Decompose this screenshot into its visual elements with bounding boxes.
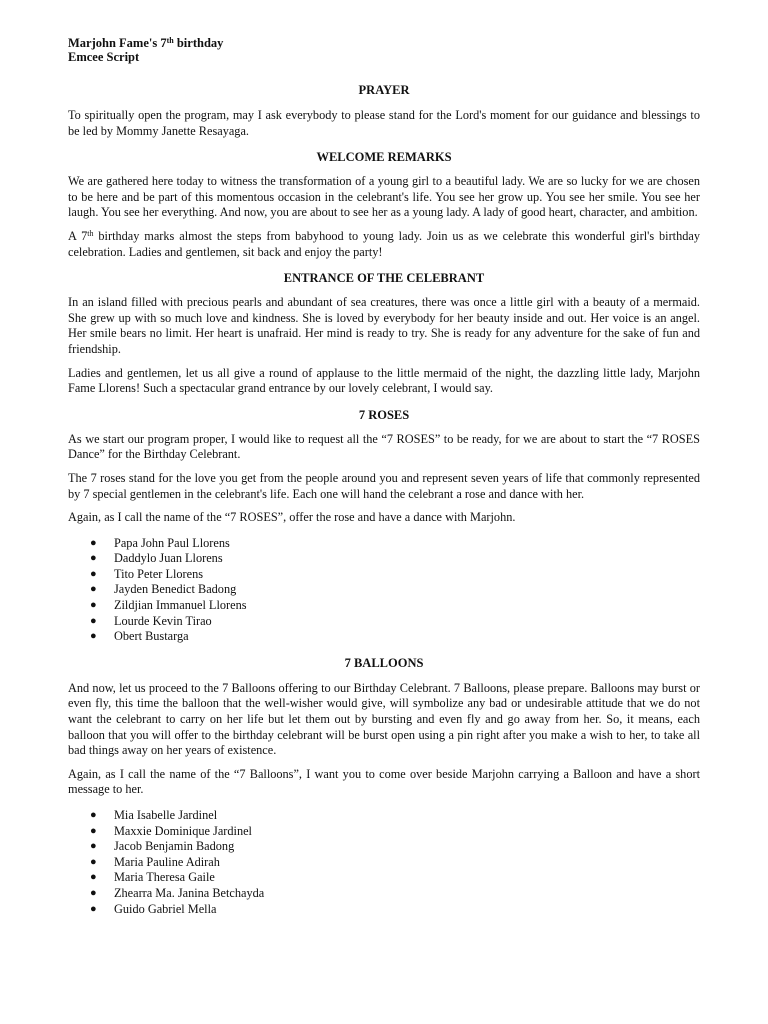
list-item-text: Zildjian Immanuel Llorens bbox=[114, 598, 247, 613]
welcome-p2-start: A 7 bbox=[68, 228, 88, 243]
list-item-text: Guido Gabriel Mella bbox=[114, 901, 217, 916]
welcome-paragraph-1: We are gathered here today to witness the transformation of a young girl to a beautiful lady. We are so lucky for we are chosen to be here and be part of this momentous occasion in the celebrant's life. You see her grow up. You see her smile. You see her laugh. You see her everything. And now, you are about to see her as a young lady. A lady of good heart, character, and ambition. bbox=[68, 174, 700, 220]
list-item bbox=[90, 536, 700, 552]
bullet-icon: ● bbox=[90, 599, 97, 612]
list-item-text: Tito Peter Llorens bbox=[114, 566, 204, 581]
heading-7-balloons: 7 BALLOONS bbox=[344, 655, 424, 670]
roses-paragraph-2: The 7 roses stand for the love you get from the people around you and represent seven years of life that commonly represented by 7 special gentlemen in the celebrant's life. Each one will hand the celebrant a rose and dance with her. bbox=[68, 470, 700, 501]
document-title bbox=[68, 36, 700, 50]
bullet-icon: ● bbox=[90, 840, 97, 853]
list-item bbox=[90, 855, 700, 871]
bullet-icon: ● bbox=[90, 567, 97, 580]
welcome-p2-superscript: th bbox=[87, 228, 94, 238]
list-item bbox=[90, 824, 700, 840]
welcome-p2-end: birthday marks almost the steps from babyhood to young lady. Join us as we celebrate this wonderful girl's birthday celebration. Ladies and gentlemen, sit back and enjoy the party! bbox=[68, 228, 700, 259]
list-item-text: Zhearra Ma. Janina Betchayda bbox=[114, 885, 265, 900]
bullet-icon: ● bbox=[90, 855, 97, 868]
list-item-text: Maria Pauline Adirah bbox=[114, 854, 220, 869]
list-item bbox=[90, 902, 700, 918]
list-item bbox=[90, 582, 700, 598]
list-item bbox=[90, 567, 700, 583]
document-subtitle: Emcee Script bbox=[68, 50, 140, 64]
prayer-paragraph: To spiritually open the program, may I ask everybody to please stand for the Lord's moment for our guidance and blessings to be led by Mommy Janette Resayaga. bbox=[68, 108, 700, 138]
bullet-icon: ● bbox=[90, 630, 97, 643]
list-item-text: Maxxie Dominique Jardinel bbox=[114, 823, 252, 838]
list-item-text: Daddylo Juan Llorens bbox=[114, 551, 223, 566]
list-item-text: Jayden Benedict Badong bbox=[114, 582, 237, 597]
list-item bbox=[90, 551, 700, 567]
balloons-paragraph-2: Again, as I call the name of the “7 Balloons”, I want you to come over beside Marjohn carrying a Balloon and have a short message to her. bbox=[68, 766, 700, 797]
bullet-icon: ● bbox=[90, 809, 97, 821]
list-item-text: Lourde Kevin Tirao bbox=[114, 613, 212, 628]
bullet-icon: ● bbox=[90, 902, 97, 915]
bullet-icon: ● bbox=[90, 552, 97, 565]
heading-entrance: ENTRANCE OF THE CELEBRANT bbox=[283, 271, 485, 286]
roses-paragraph-3: Again, as I call the name of the “7 ROSES”, offer the rose and have a dance with Marjohn. bbox=[68, 510, 516, 525]
title-superscript: th bbox=[166, 36, 174, 45]
roses-name-list bbox=[68, 536, 700, 645]
bullet-icon: ● bbox=[90, 824, 97, 837]
list-item-text: Papa John Paul Llorens bbox=[114, 535, 230, 550]
entrance-paragraph-2: Ladies and gentlemen, let us all give a round of applause to the little mermaid of the night, the dazzling little lady, Marjohn Fame Llorens! Such a spectacular grand entrance by our lovely celebrant, I would say. bbox=[68, 365, 700, 396]
balloons-paragraph-1: And now, let us proceed to the 7 Balloons offering to our Birthday Celebrant. 7 Balloons, please prepare. Balloons may burst or even fly, this time the balloon that the well-wisher would give, will symbolize any bad or undesirable attitude that we do not want the celebrant to carry on her life but let them out by bursting and even fly and go away from her. So, it means, each balloon that you will offer to the birthday celebrant will be burst open using a pin right after you make a wish to her, to take all bad things away on her years of existence. bbox=[68, 680, 700, 758]
entrance-paragraph-1: In an island filled with precious pearls and abundant of sea creatures, there was once a little girl with a beauty of a mermaid. She grew up with so much love and kindness. She is loved by everybody for her beauty inside and out. Her voice is an angel. Her smile bears no limit. Her heart is unafraid. Her mind is ready to try. She is ready for any adventure for the sake of fun and friendship. bbox=[68, 295, 700, 356]
list-item-text: Maria Theresa Gaile bbox=[114, 870, 215, 885]
list-item bbox=[90, 839, 700, 855]
title-text: Marjohn Fame's 7 bbox=[68, 36, 167, 50]
heading-welcome-remarks: WELCOME REMARKS bbox=[316, 150, 452, 165]
roses-paragraph-1: As we start our program proper, I would like to request all the “7 ROSES” to be ready, for we are about to start the “7 ROSES Dance” for the Birthday Celebrant. bbox=[68, 431, 700, 462]
list-item bbox=[90, 629, 700, 645]
heading-prayer: PRAYER bbox=[358, 83, 410, 97]
title-text-end: birthday bbox=[173, 36, 224, 50]
bullet-icon: ● bbox=[90, 583, 97, 596]
heading-7-roses: 7 ROSES bbox=[358, 407, 410, 422]
balloons-name-list bbox=[68, 808, 700, 917]
list-item bbox=[90, 870, 700, 886]
list-item-text: Jacob Benjamin Badong bbox=[114, 839, 235, 854]
welcome-paragraph-2 bbox=[68, 229, 700, 260]
bullet-icon: ● bbox=[90, 886, 97, 899]
list-item-text: Obert Bustarga bbox=[114, 629, 189, 644]
list-item-text: Mia Isabelle Jardinel bbox=[114, 808, 218, 822]
bullet-icon: ● bbox=[90, 614, 97, 627]
list-item bbox=[90, 598, 700, 614]
bullet-icon: ● bbox=[90, 871, 97, 884]
bullet-icon: ● bbox=[90, 536, 97, 549]
list-item bbox=[90, 614, 700, 630]
list-item bbox=[90, 808, 700, 824]
list-item bbox=[90, 886, 700, 902]
